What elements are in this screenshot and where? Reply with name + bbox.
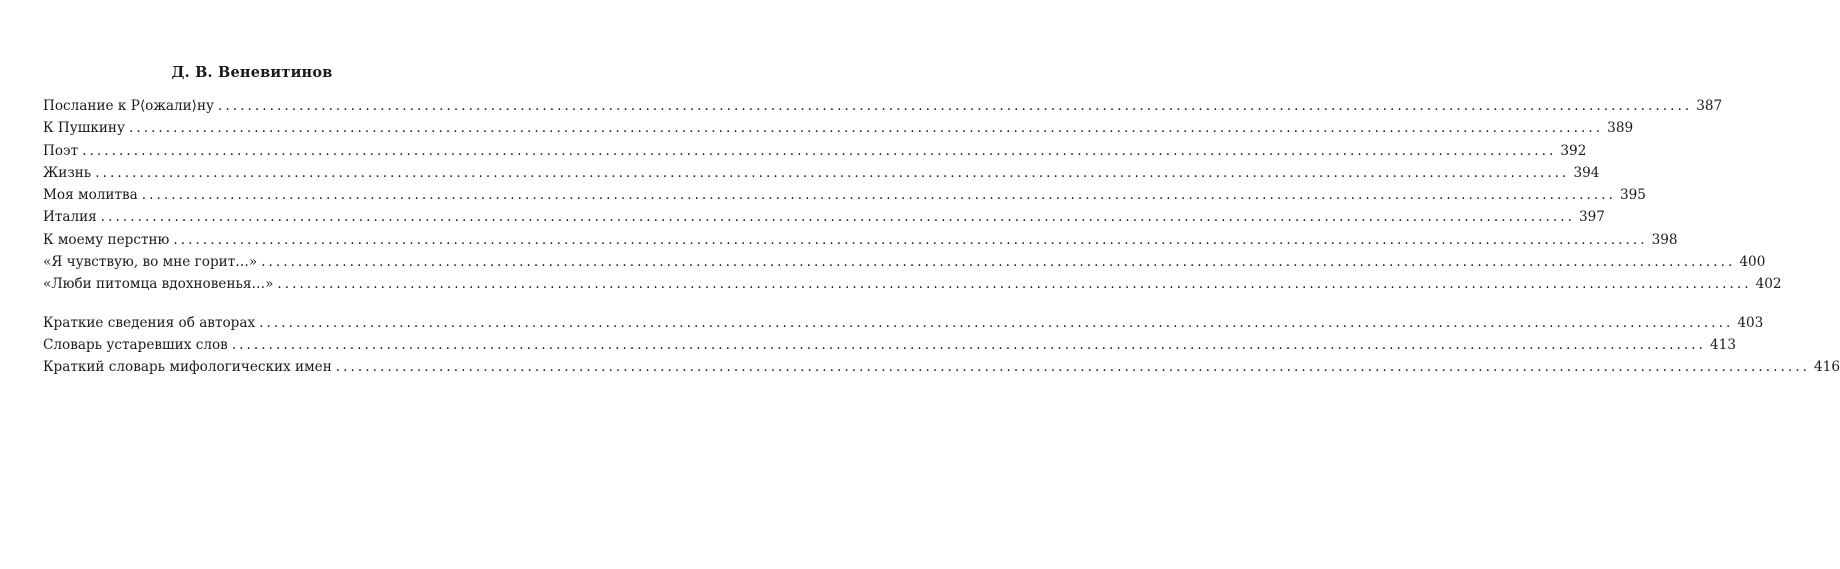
toc-entry-page: 387 (1696, 98, 1723, 114)
toc-entry (43, 120, 1634, 142)
toc-leader-dots: ........................................................................................................................................................................................................ (173, 231, 1648, 248)
toc-leader-dots: ........................................................................................................................................................................................................ (141, 187, 1616, 204)
toc-entry (43, 314, 1764, 337)
toc-entry-page: 397 (1578, 209, 1605, 226)
toc-entry-title: Словарь устаревших слов (43, 336, 228, 353)
toc-entry-page: 403 (1737, 314, 1764, 331)
toc-entry-page: 413 (1710, 336, 1736, 353)
toc-entry-title: Послание к Р⟨ожали⟩ну (43, 98, 214, 114)
toc-leader-dots: ........................................................................................................................................................................................................ (218, 98, 1693, 114)
toc-entry (43, 209, 1605, 231)
toc-entry-title: К Пушкину (43, 120, 125, 137)
toc-entry-title: Поэт (43, 142, 79, 159)
toc-entry (43, 359, 1840, 381)
toc-entry-page: 416 (1814, 359, 1840, 376)
toc-leader-dots: ........................................................................................................................................................................................................ (100, 209, 1575, 226)
toc-entry (43, 336, 1736, 359)
toc-leader-dots: ........................................................................................................................................................................................................ (277, 276, 1752, 293)
toc-entry (43, 164, 1600, 187)
toc-entry (43, 187, 1646, 209)
toc-leader-dots: ........................................................................................................................................................................................................ (259, 314, 1734, 331)
toc-entry-page: 392 (1560, 142, 1587, 159)
toc-leader-dots: ........................................................................................................................................................................................................ (82, 142, 1557, 159)
toc-entry-title: Краткие сведения об авторах (43, 314, 256, 331)
toc-group-poems (43, 98, 1782, 299)
toc-entry-page: 395 (1619, 187, 1646, 204)
toc-group-appendices (43, 314, 1840, 382)
toc-group-gap (43, 299, 443, 315)
toc-entry-title: Краткий словарь мифологических имен (43, 359, 332, 376)
section-author-heading: Д. В. Веневитинов (171, 64, 333, 81)
toc-entry (43, 142, 1587, 165)
toc-entry-page: 402 (1755, 276, 1782, 293)
toc-entry-title: К моему перстню (43, 231, 170, 248)
toc-entry (43, 276, 1782, 298)
toc-entry (43, 254, 1766, 276)
toc-leader-dots: ........................................................................................................................................................................................................ (231, 336, 1707, 353)
toc-leader-dots: ........................................................................................................................................................................................................ (261, 254, 1736, 271)
toc-entry-page: 400 (1739, 254, 1766, 271)
toc-entry (43, 98, 1723, 120)
toc-leader-dots: ........................................................................................................................................................................................................ (128, 120, 1604, 137)
toc-leader-dots: ........................................................................................................................................................................................................ (335, 359, 1811, 376)
toc-entry-page: 389 (1607, 120, 1634, 137)
toc-entry-page: 394 (1573, 164, 1600, 181)
table-of-contents (43, 98, 1840, 382)
toc-entry (43, 231, 1678, 254)
toc-entry-title: Моя молитва (43, 187, 138, 204)
toc-entry-title: «Я чувствую, во мне горит…» (43, 254, 258, 271)
toc-entry-title: Жизнь (43, 164, 92, 181)
toc-leader-dots: ........................................................................................................................................................................................................ (95, 164, 1570, 181)
toc-entry-title: Италия (43, 209, 97, 226)
toc-entry-page: 398 (1651, 231, 1678, 248)
toc-entry-title: «Люби питомца вдохновенья…» (43, 276, 274, 293)
